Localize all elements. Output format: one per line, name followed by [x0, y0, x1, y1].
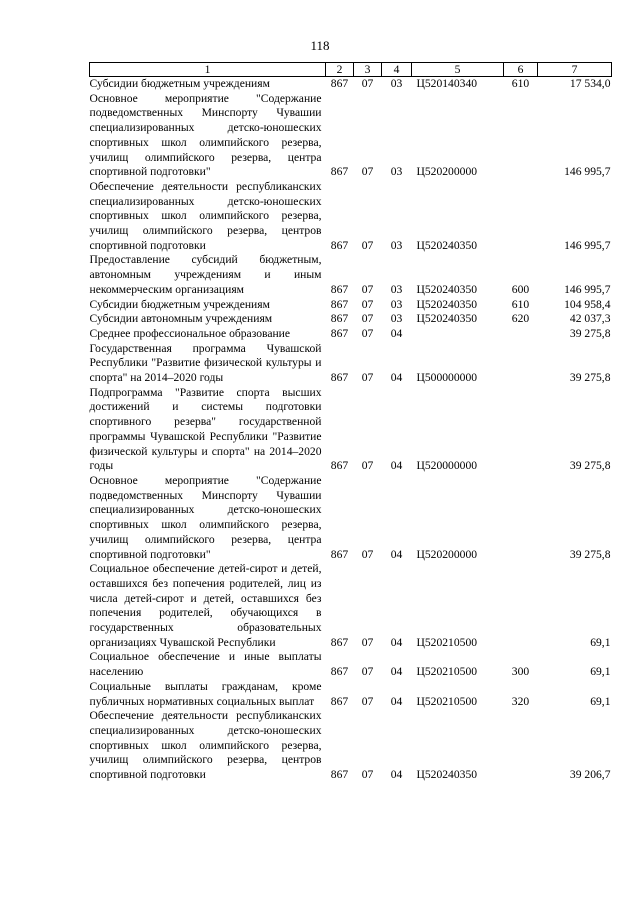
row-admin-code: 867 [330, 297, 349, 311]
row-target-article-code: Ц520140340 [416, 77, 478, 90]
row-admin-code: 867 [330, 165, 349, 179]
row-expense-type-code [504, 342, 538, 386]
table-row [90, 650, 612, 679]
row-expense-type-code: 600 [511, 282, 530, 296]
table-row [90, 253, 612, 297]
row-amount: 69,1 [590, 665, 611, 679]
table-row [90, 92, 612, 180]
row-amount: 42 037,3 [569, 312, 611, 326]
row-amount: 39 275,8 [569, 326, 611, 340]
header-col-2: 2 [326, 63, 354, 77]
table-row [90, 342, 612, 386]
row-name-cell: Основное мероприятие "Содержание подведомственных Минспорту Чувашии специализированных детско-юношеских спортивных школ олимпийского резерва, училищ олимпийского резерва, центра спортивной подготовки" [89, 91, 322, 179]
row-subsection-code: 04 [390, 694, 403, 708]
row-subsection-code: 04 [390, 326, 403, 340]
row-name-cell: Социальное обеспечение детей-сирот и детей, оставшихся без попечения родителей, лиц из числа детей-сирот и детей, оставшихся без попечения родителей, обучающихся в государственных образовательных организациях Чувашской Республики [89, 562, 322, 649]
row-target-article-code: Ц520240350 [416, 768, 478, 782]
row-section-code: 07 [361, 694, 374, 708]
row-target-article-code [412, 327, 504, 342]
row-name-cell: Обеспечение деятельности республиканских специализированных детско-юношеских спортивных школ олимпийского резерва, училищ олимпийского резерва, центров спортивной подготовки [89, 179, 322, 252]
row-target-article-code: Ц520240350 [416, 238, 478, 252]
header-col-3: 3 [354, 63, 382, 77]
row-admin-code: 867 [330, 77, 349, 90]
row-amount: 69,1 [590, 635, 611, 649]
row-target-article-code: Ц520240350 [416, 312, 478, 326]
row-expense-type-code [504, 180, 538, 254]
header-col-6: 6 [504, 63, 538, 77]
row-target-article-code: Ц520210500 [416, 665, 478, 679]
row-target-article-code: Ц520210500 [416, 635, 478, 649]
row-target-article-code: Ц500000000 [416, 371, 478, 385]
table-row [90, 680, 612, 709]
row-section-code: 07 [361, 312, 374, 326]
row-admin-code: 867 [330, 371, 349, 385]
row-admin-code: 867 [330, 547, 349, 561]
row-admin-code: 867 [330, 238, 349, 252]
row-section-code: 07 [361, 665, 374, 679]
row-expense-type-code: 610 [511, 77, 530, 90]
row-expense-type-code [504, 327, 538, 342]
row-expense-type-code: 300 [511, 665, 530, 679]
row-name-cell: Среднее профессиональное образование [89, 326, 291, 340]
row-subsection-code: 03 [390, 77, 403, 90]
row-name-cell: Социальное обеспечение и иные выплаты населению [89, 650, 322, 679]
row-admin-code: 867 [330, 768, 349, 782]
row-subsection-code: 03 [390, 238, 403, 252]
row-name-cell: Субсидии бюджетным учреждениям [89, 77, 270, 90]
row-name-cell: Субсидии автономным учреждениям [89, 312, 273, 326]
row-section-code: 07 [361, 547, 374, 561]
row-expense-type-code [504, 709, 538, 783]
row-section-code: 07 [361, 297, 374, 311]
row-subsection-code: 04 [390, 665, 403, 679]
row-admin-code: 867 [330, 459, 349, 473]
row-subsection-code: 04 [390, 768, 403, 782]
row-amount: 104 958,4 [564, 297, 611, 311]
row-admin-code: 867 [330, 665, 349, 679]
row-amount: 146 995,7 [564, 282, 611, 296]
row-expense-type-code [504, 386, 538, 474]
table-row [90, 77, 612, 92]
row-name-cell: Государственная программа Чувашской Республики "Развитие физической культуры и спорта" на 2014–2020 годы [89, 341, 322, 385]
table-row [90, 312, 612, 327]
table-row [90, 709, 612, 783]
row-name-cell: Основное мероприятие "Содержание подведомственных Минспорту Чувашии специализированных детско-юношеских спортивных школ олимпийского резерва, училищ олимпийского резерва, центра спортивной подготовки" [89, 473, 322, 561]
row-expense-type-code: 610 [511, 297, 530, 311]
row-amount: 69,1 [590, 694, 611, 708]
page-number: 118 [310, 38, 330, 53]
row-admin-code: 867 [330, 326, 349, 340]
budget-table [89, 62, 612, 783]
row-subsection-code: 03 [390, 165, 403, 179]
row-section-code: 07 [361, 165, 374, 179]
row-admin-code: 867 [330, 312, 349, 326]
row-amount: 39 275,8 [569, 459, 611, 473]
row-admin-code: 867 [330, 694, 349, 708]
row-name-cell: Предоставление субсидий бюджетным, автономным учреждениям и иным некоммерческим организациям [89, 253, 322, 296]
row-name-cell: Субсидии бюджетным учреждениям [89, 297, 270, 311]
row-target-article-code: Ц520000000 [416, 459, 478, 473]
row-section-code: 07 [361, 326, 374, 340]
table-row [90, 562, 612, 650]
row-expense-type-code [504, 474, 538, 562]
row-section-code: 07 [361, 238, 374, 252]
row-amount: 146 995,7 [564, 238, 611, 252]
row-section-code: 07 [361, 768, 374, 782]
row-subsection-code: 04 [390, 371, 403, 385]
row-target-article-code: Ц520210500 [416, 694, 478, 708]
row-expense-type-code: 320 [511, 694, 530, 708]
row-section-code: 07 [361, 635, 374, 649]
row-section-code: 07 [361, 77, 374, 90]
row-expense-type-code: 620 [511, 312, 530, 326]
row-target-article-code: Ц520240350 [416, 297, 478, 311]
row-admin-code: 867 [330, 635, 349, 649]
table-row [90, 180, 612, 254]
row-section-code: 07 [361, 282, 374, 296]
header-col-1: 1 [90, 63, 326, 77]
header-col-5: 5 [412, 63, 504, 77]
row-target-article-code: Ц520200000 [416, 547, 478, 561]
table-header-row [90, 63, 612, 77]
header-col-4: 4 [382, 63, 412, 77]
row-section-code: 07 [361, 459, 374, 473]
table-row [90, 327, 612, 342]
row-amount: 146 995,7 [564, 165, 611, 179]
row-admin-code: 867 [330, 282, 349, 296]
row-subsection-code: 03 [390, 282, 403, 296]
header-col-7: 7 [538, 63, 612, 77]
table-row [90, 474, 612, 562]
row-subsection-code: 03 [390, 297, 403, 311]
row-amount: 39 275,8 [569, 371, 611, 385]
row-name-cell: Обеспечение деятельности республиканских специализированных детско-юношеских спортивных школ олимпийского резерва, училищ олимпийского резерва, центров спортивной подготовки [89, 709, 322, 782]
row-expense-type-code [504, 92, 538, 180]
row-amount: 39 206,7 [569, 768, 611, 782]
row-name-cell: Подпрограмма "Развитие спорта высших достижений и системы подготовки спортивного резерва" государственной программы Чувашской Республики "Развитие физической культуры и спорта" на 2014–2020 годы [89, 385, 322, 473]
row-subsection-code: 04 [390, 635, 403, 649]
table-row [90, 386, 612, 474]
row-name-cell: Социальные выплаты гражданам, кроме публичных нормативных социальных выплат [89, 679, 322, 708]
table-row [90, 298, 612, 313]
row-subsection-code: 03 [390, 312, 403, 326]
row-target-article-code: Ц520240350 [416, 282, 478, 296]
row-subsection-code: 04 [390, 547, 403, 561]
row-expense-type-code [504, 562, 538, 650]
row-subsection-code: 04 [390, 459, 403, 473]
row-target-article-code: Ц520200000 [416, 165, 478, 179]
row-amount: 17 534,0 [569, 77, 611, 90]
row-amount: 39 275,8 [569, 547, 611, 561]
row-section-code: 07 [361, 371, 374, 385]
